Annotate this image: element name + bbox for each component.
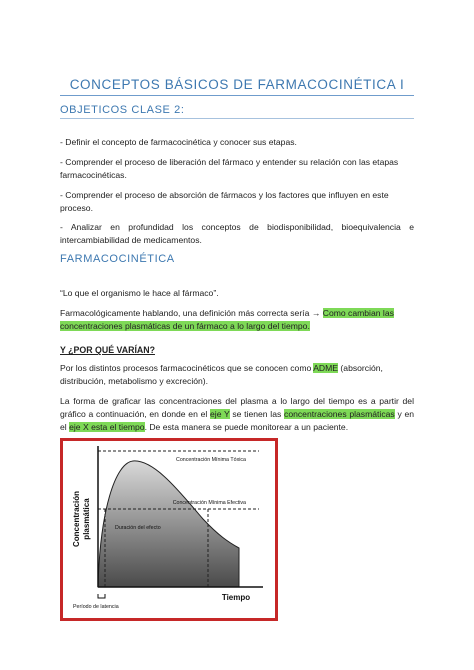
- objective-item: - Analizar en profundidad los conceptos de biodisponibilidad, bioequivalencia e intercambiabilidad de medicamentos.: [60, 222, 414, 245]
- graph-text-1: La forma de graficar las concentraciones del plasma a lo largo del tiempo es a partir del gráfico a continuación, en donde en el: [60, 396, 414, 419]
- min-toxic-label: Concentración Mínima Tóxica: [176, 457, 246, 463]
- chart-svg: [63, 441, 275, 618]
- graph-paragraph: [60, 395, 414, 434]
- definition-paragraph: [60, 307, 414, 333]
- adme-highlight: ADME: [313, 363, 339, 373]
- latency-label: Período de latencia: [73, 604, 119, 610]
- graph-text-4: . De esta manera se puede monitorear a un paciente.: [144, 422, 349, 432]
- min-effective-label: Concentración Mínima Efectiva: [172, 500, 246, 506]
- objective-item: - Comprender el proceso de absorción de fármacos y los factores que influyen en este proceso.: [60, 190, 389, 213]
- concentration-curve: [98, 461, 239, 587]
- graph-text-3: y en el: [60, 409, 415, 432]
- arrow-icon: →: [311, 308, 321, 318]
- concentration-highlight: concentraciones plasmáticas: [284, 409, 395, 419]
- adme-paragraph: [60, 362, 414, 388]
- y-axis-label-line2: plasmática: [82, 498, 91, 540]
- x-axis-label: Tiempo: [221, 593, 251, 602]
- quote-text: “Lo que el organismo le hace al fármaco”.: [60, 288, 219, 298]
- y-axis-label-line1: Concentración: [72, 490, 81, 548]
- objectives-divider: [60, 118, 414, 119]
- definition-highlight: Como cambian las concentraciones plasmáticas de un fármaco a lo largo del tiempo.: [60, 308, 394, 331]
- y-axis-highlight: eje Y: [210, 409, 230, 419]
- x-axis-highlight: eje X esta el tiempo: [69, 422, 145, 432]
- page-title: CONCEPTOS BÁSICOS DE FARMACOCINÉTICA I: [69, 77, 405, 92]
- graph-text-2: se tienen las: [232, 409, 282, 419]
- definition-text: Farmacológicamente hablando, una definición más correcta sería: [60, 308, 310, 318]
- title-divider: [60, 95, 414, 96]
- adme-text-post: (absorción, distribución, metabolismo y excreción).: [60, 363, 383, 386]
- objective-item: - Definir el concepto de farmacocinética y conocer sus etapas.: [60, 137, 297, 147]
- objective-item: - Comprender el proceso de liberación del fármaco y entender su relación con las etapas farmacocinéticas.: [60, 157, 399, 180]
- effect-duration-label: Duración del efecto: [115, 525, 161, 531]
- section-heading: FARMACOCINÉTICA: [60, 253, 175, 265]
- adme-text-pre: Por los distintos procesos farmacocinéticos que se conocen como: [60, 363, 312, 373]
- latency-bracket: [98, 594, 105, 598]
- pharmacokinetic-chart: [60, 438, 278, 621]
- why-heading: Y ¿POR QUÉ VARÍAN?: [60, 345, 155, 355]
- objectives-heading: OBJETICOS CLASE 2:: [60, 104, 185, 116]
